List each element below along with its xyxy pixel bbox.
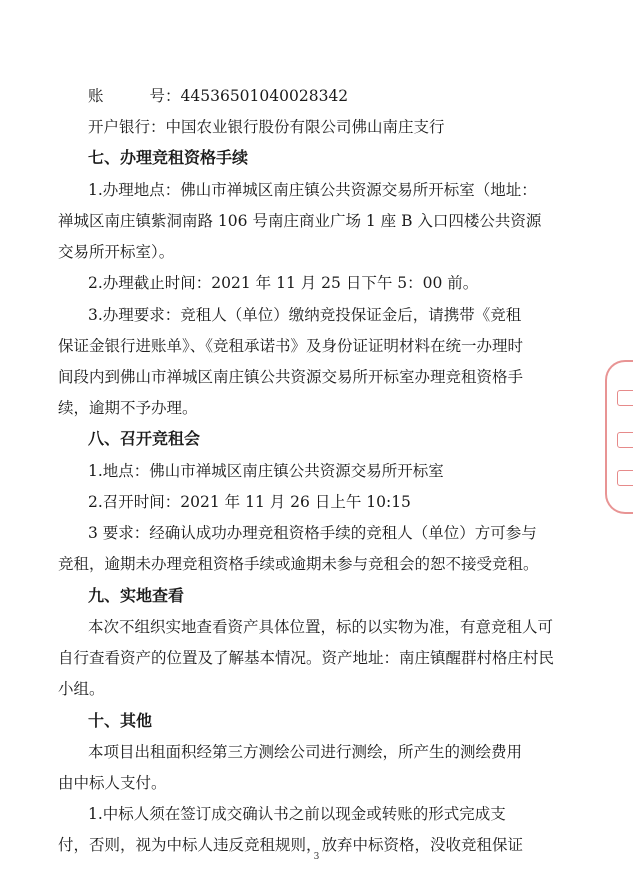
- seal-mark-icon: [617, 432, 633, 448]
- paragraph-line: 保证金银行进账单》、《竞租承诺书》及身份证证明材料在统一办理时: [58, 337, 524, 355]
- paragraph-line: 竞租，逾期未办理竞租资格手续或逾期未参与竞租会的恕不接受竞租。: [58, 555, 539, 573]
- page-number: 3: [313, 852, 320, 862]
- paragraph-line: 续，逾期不予办理。: [58, 399, 198, 417]
- paragraph-line: 2.办理截止时间：2021 年 11 月 25 日下午 5：00 前。: [88, 274, 479, 292]
- section-8-title: 八、召开竞租会: [88, 429, 201, 448]
- section-7-title: 七、办理竞租资格手续: [88, 148, 249, 167]
- paragraph-line: 自行查看资产的位置及了解基本情况。资产地址：南庄镇醒群村格庄村民: [58, 649, 555, 667]
- paragraph-line: 间段内到佛山市禅城区南庄镇公共资源交易所开标室办理竞租资格手: [58, 368, 524, 386]
- paragraph-line: 由中标人支付。: [58, 774, 167, 792]
- paragraph-line: 本项目出租面积经第三方测绘公司进行测绘，所产生的测绘费用: [88, 743, 523, 761]
- seal-mark-icon: [617, 390, 633, 406]
- account-line: [0, 86, 633, 106]
- account-number: 号：44536501040028342: [149, 87, 349, 105]
- paragraph-line: 1.办理地点：佛山市禅城区南庄镇公共资源交易所开标室（地址：: [88, 181, 537, 199]
- paragraph-line: 禅城区南庄镇紫洞南路 106 号南庄商业广场 1 座 B 入口四楼公共资源: [58, 212, 542, 230]
- paragraph-line: 2.召开时间：2021 年 11 月 26 日上午 10:15: [88, 493, 411, 511]
- paragraph-line: 1.地点：佛山市禅城区南庄镇公共资源交易所开标室: [88, 462, 444, 480]
- paragraph-line: 小组。: [58, 680, 105, 698]
- seal-mark-icon: [617, 470, 633, 486]
- paragraph-line: 交易所开标室）。: [58, 243, 175, 261]
- paragraph-line: 本次不组织实地查看资产具体位置，标的以实物为准，有意竞租人可: [88, 618, 554, 636]
- paragraph-line: 3.办理要求：竞租人（单位）缴纳竞投保证金后，请携带《竞租: [88, 306, 522, 324]
- paragraph-line: 付，否则，视为中标人违反竞租规则，放弃中标资格，没收竞租保证: [58, 836, 524, 854]
- seal-stamp-icon: [605, 360, 633, 514]
- paragraph-line: 1.中标人须在签订成交确认书之前以现金或转账的形式完成支: [88, 805, 506, 823]
- section-10-title: 十、其他: [88, 711, 153, 730]
- section-9-title: 九、实地查看: [88, 586, 185, 605]
- bank-line: 开户银行：中国农业银行股份有限公司佛山南庄支行: [88, 118, 445, 136]
- paragraph-line: 3 要求：经确认成功办理竞租资格手续的竞租人（单位）方可参与: [88, 524, 537, 542]
- account-label: 账: [88, 87, 104, 105]
